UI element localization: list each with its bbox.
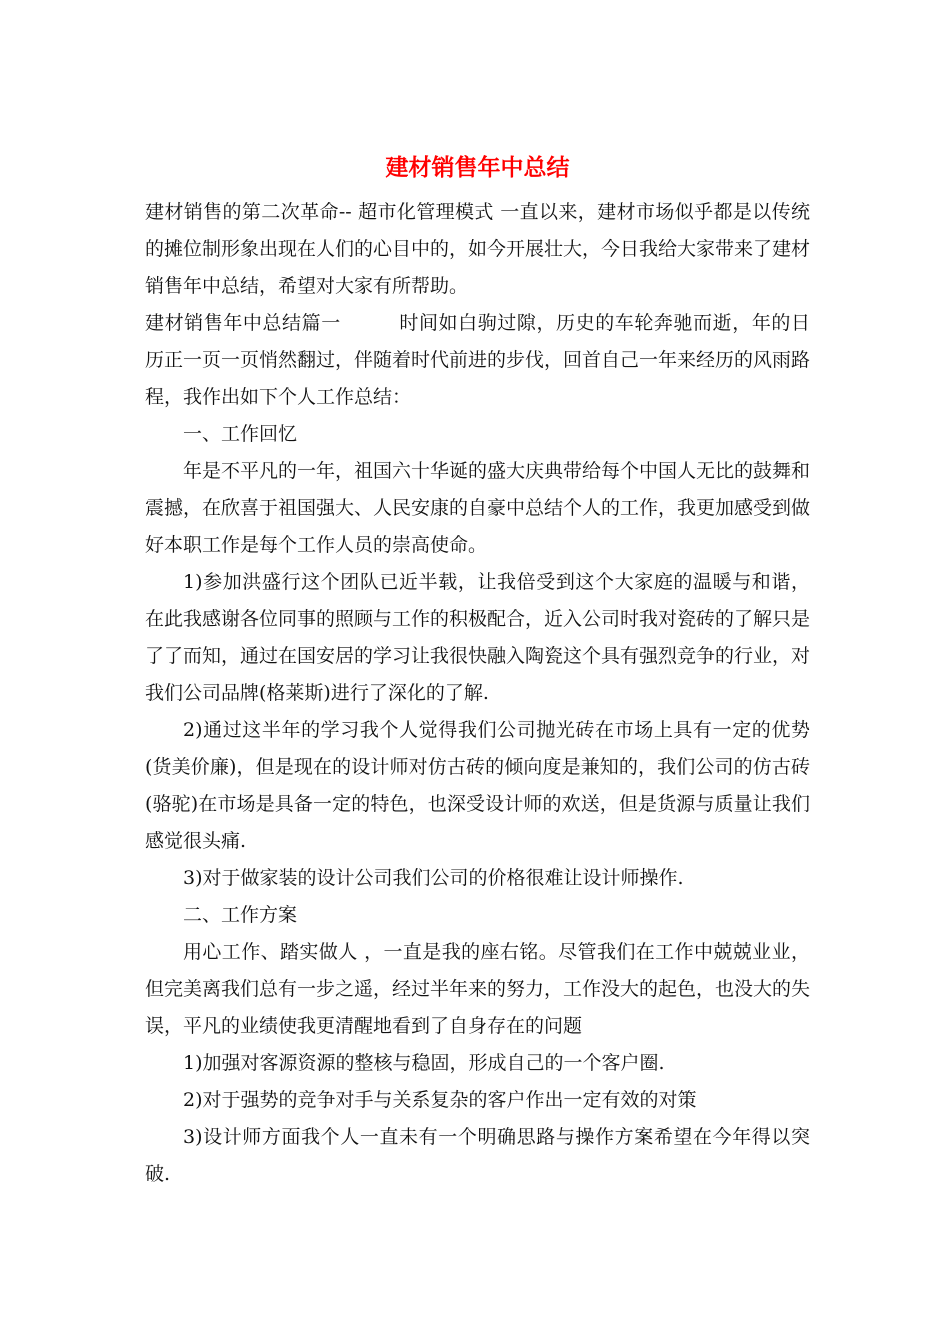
section2-item-1: 1)加强对客源资源的整核与稳固，形成自己的一个客户圈. <box>183 1052 665 1074</box>
section1-heading: 一、工作回忆 <box>183 423 298 445</box>
section2-heading: 二、工作方案 <box>183 904 298 926</box>
article-heading: 建材销售年中总结篇一 <box>145 312 341 334</box>
section1-item-1: 1)参加洪盛行这个团队已近半载，让我倍受到这个大家庭的温暖与和谐，在此我感谢各位同事的照顾与工作的积极配合，近入公司时我对瓷砖的了解只是了了而知，通过在国安居的学习让我很快融入陶瓷这个具有强烈竞争的行业，对我们公司品牌(格莱斯)进行了深化的了解. <box>145 571 811 704</box>
intro-paragraph: 建材销售的第二次革命-- 超市化管理模式 一直以来，建材市场似乎都是以传统的摊位制形象出现在人们的心目中的，如今开展壮大，今日我给大家带来了建材销售年中总结，希望对大家有所帮助。 <box>145 201 811 297</box>
section2-item-2: 2)对于强势的竞争对手与关系复杂的客户作出一定有效的对策 <box>183 1089 697 1111</box>
section2-paragraph: 用心工作、踏实做人 ，一直是我的座右铭。尽管我们在工作中兢兢业业，但完美离我们总有一步之遥，经过半年来的努力，工作没大的起色，也没大的失误，平凡的业绩使我更清醒地看到了自身存在的问题 <box>145 941 811 1037</box>
section1-item-3: 3)对于做家装的设计公司我们公司的价格很难让设计师操作. <box>183 867 684 889</box>
document-title: 建材销售年中总结 <box>385 154 570 181</box>
article-opening-paragraph <box>145 305 810 416</box>
document-body <box>145 194 810 1193</box>
section2-item-3: 3)设计师方面我个人一直未有一个明确思路与操作方案希望在今年得以突破. <box>145 1126 810 1185</box>
article-opening-text: 时间如白驹过隙，历史的车轮奔驰而逝，年的日历正一页一页悄然翻过，伴随着时代前进的步伐，回首自己一年来经历的风雨路程，我作出如下个人工作总结： <box>145 312 811 408</box>
section1-paragraph: 年是不平凡的一年，祖国六十华诞的盛大庆典带给每个中国人无比的鼓舞和震撼，在欣喜于祖国强大、人民安康的自豪中总结个人的工作，我更加感受到做好本职工作是每个工作人员的崇高使命。 <box>145 460 811 556</box>
section1-item-2: 2)通过这半年的学习我个人觉得我们公司抛光砖在市场上具有一定的优势(货美价廉)，但是现在的设计师对仿古砖的倾向度是兼知的，我们公司的仿古砖(骆驼)在市场是具备一定的特色，也深受设计师的欢送，但是货源与质量让我们感觉很头痛. <box>145 719 810 852</box>
